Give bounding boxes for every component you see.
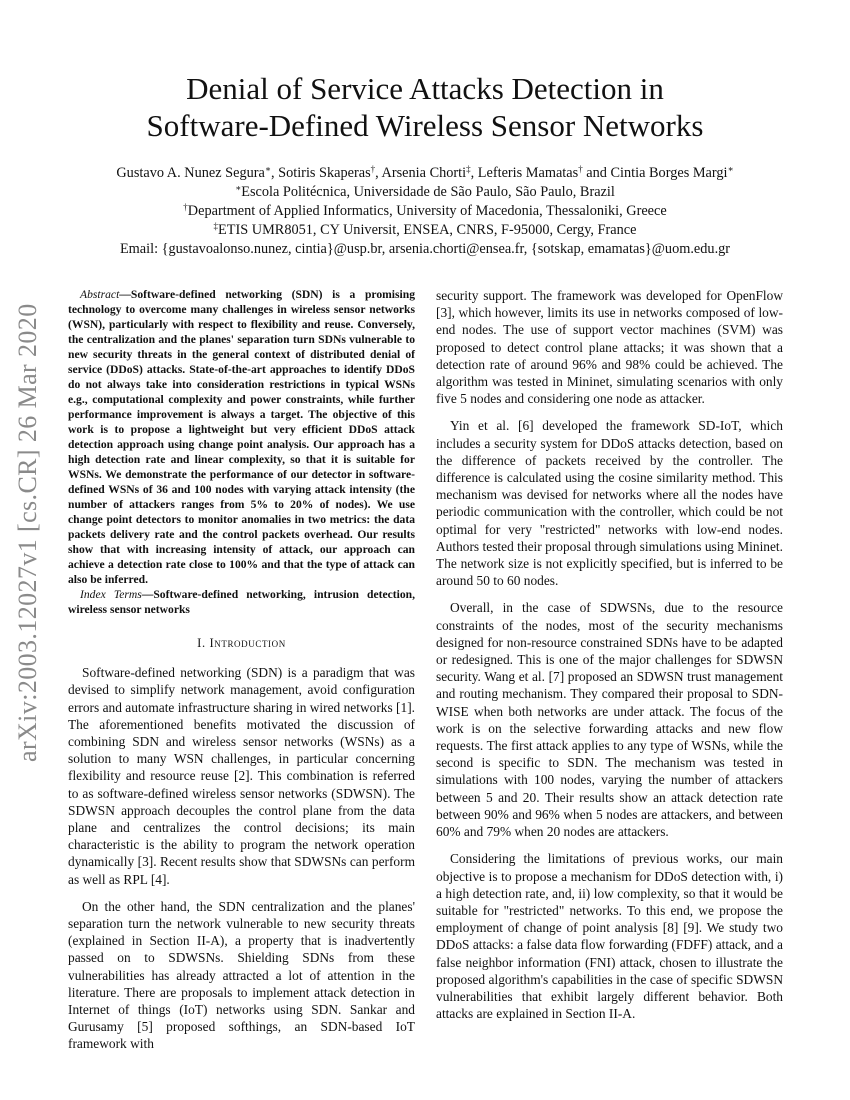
author-name: and Cintia Borges Margi [582, 165, 728, 181]
index-terms-lead: Index Terms [80, 588, 142, 601]
affiliation-text: ETIS UMR8051, CY Universit, ENSEA, CNRS, F-95000, Cergy, France [218, 222, 637, 238]
title-line-1: Denial of Service Attacks Detection in [186, 71, 664, 106]
author-name: , Sotiris Skaperas [270, 165, 371, 181]
author-mark: † [578, 164, 583, 174]
arxiv-stamp-text: arXiv:2003.12027v1 [cs.CR] 26 Mar 2020 [13, 303, 42, 762]
affiliation-1 [0, 183, 850, 202]
index-terms [68, 587, 415, 617]
paragraph: Software-defined networking (SDN) is a paradigm that was devised to simplify network management, avoid configuration errors and automate infrastructure sharing in wired networks [1]. The aforementioned benefits motivated the discussion of combining SDN and wireless sensor networks (WSNs) as a solution to many WSN challenges, in particular concerning flexibility and resource reuse [2]. This combination is referred to as software-defined wireless sensor networks (SDWSN). The SDWSN approach decouples the control plane from the data plane and centralizes the control decisions; its main characteristic is the ability to program the network operation dynamically [3]. Recent results show that SDWSNs can perform as well as RPL [4]. [68, 665, 415, 887]
author-name: Gustavo A. Nunez Segura [116, 165, 265, 181]
paper-title [0, 70, 850, 144]
paragraph: Yin et al. [6] developed the framework SD-IoT, which includes a security system for DDoS attacks detection, based on the difference of packets received by the controller. The difference is calculated using the cosine similarity method. This mechanism was devised for networks where all the nodes have periodic communication with the controller, which could be not optimal for very "restricted" networks with low-end nodes. Authors tested their proposal through simulations using Mininet. The network size is not explicitly specified, but is inferred to be around 50 to 60 nodes. [436, 418, 783, 589]
affiliation-mark: † [183, 202, 188, 212]
author-names [0, 164, 850, 183]
affiliation-text: Escola Politécnica, Universidade de São Paulo, São Paulo, Brazil [241, 184, 615, 200]
abstract-text: —Software-defined networking (SDN) is a promising technology to overcome many challenges in wireless sensor networks (WSN), particularly with respect to flexibility and reuse. Conversely, the centralization and the planes' separation turn SDNs vulnerable to new security threats in the general context of distributed denial of service (DDoS) attacks. State-of-the-art approaches to identify DDoS do not always take into consideration restrictions in typical WSNs e.g., computational complexity and power constraints, while further performance improvement is always a target. The objective of this work is to propose a lightweight but very efficient DDoS attack detection approach using change point analysis. Our approach has a high detection rate and linear complexity, so that it is suitable for WSNs. We demonstrate the performance of our detector in software-defined WSNs of 36 and 100 nodes with varying attack intensity (the number of attackers ranges from 5% to 20% of nodes). We use change point detectors to monitor anomalies in two metrics: the data packets delivery rate and the control packets overhead. Our results show that with increasing intensity of attack, our approach can achieve a detection rate close to 100% and that the type of attack can also be inferred. [68, 288, 415, 586]
author-name: , Lefteris Mamatas [470, 165, 579, 181]
email-line: Email: {gustavoalonso.nunez, cintia}@usp.br, arsenia.chorti@ensea.fr, {sotskap, emamatas}@uom.edu.gr [119, 241, 731, 257]
left-column [68, 287, 415, 1053]
affiliation-mark: ‡ [213, 221, 219, 231]
abstract-lead: Abstract [80, 288, 120, 301]
affiliation-2 [0, 202, 850, 221]
paragraph: On the other hand, the SDN centralization and the planes' separation turn the network vulnerable to new security threats (explained in Section II-A), a property that is inadvertently passed on to SDWSNs. Shielding SDNs from these vulnerabilities has already attracted a lot of attention in the literature. There are proposals to implement attack detection in Internet of things (IoT) networks using SDN. Sankar and Gurusamy [5] proposed softhings, an SDN-based IoT framework with [68, 898, 415, 1052]
author-name: , Arsenia Chorti [375, 165, 467, 181]
affiliation-text: Department of Applied Informatics, University of Macedonia, Thessaloniki, Greece [187, 203, 667, 219]
title-line-2: Software-Defined Wireless Sensor Networks [146, 108, 704, 143]
index-terms-text: —Software-defined networking, intrusion detection, wireless sensor networks [68, 588, 415, 616]
author-mark: † [370, 164, 376, 174]
paragraph: security support. The framework was developed for OpenFlow [3], which however, limits its use in networks composed of low-end nodes. The use of support vector machines (SVM) was proposed to detect control plane attacks; it was shown that a detection rate of around 96% and 98% could be achieved. The algorithm was tested in Mininet, simulating scenarios with only five 5 nodes and considering one node as attacker. [436, 288, 783, 407]
paragraph: Considering the limitations of previous works, our main objective is to propose a mechanism for DDoS detection with, i) a high detection rate, and, ii) low complexity, so that it would be suitable for "restricted" networks. To this end, we propose the employment of change of point analysis [8] [9]. We study two DDoS attacks: a false data flow forwarding (FDFF) attack, and a false neighbor information (FNI) attack, chosen to illustrate the proposed algorithm's capabilities in the case of specific SDWSN vulnerabilities that exhibit largely different behavior. Both attacks are explained in Section II-A. [436, 851, 783, 1022]
affiliation-mark: ∗ [235, 183, 242, 193]
right-column [436, 287, 783, 1022]
author-mark: ∗ [727, 164, 734, 174]
arxiv-stamp [8, 262, 48, 762]
author-mark: ∗ [264, 164, 271, 174]
section-heading-introduction: I. Introduction [197, 636, 286, 650]
author-mark: ‡ [466, 164, 471, 174]
paragraph: Overall, in the case of SDWSNs, due to the resource constraints of the nodes, most of the security mechanisms designed for non-resource constrained SDNs have to be adapted or redesigned. This is one of the major challenges for SDWSN security. Wang et al. [7] proposed an SDWSN trust management and routing mechanism. They compared their proposal to SDN-WISE when both networks are under attack. The focus of the work is on the selective forwarding attacks and new flow requests. The first attack applies to any type of WSNs, while the second is specific to SDN. The mechanism was tested in simulations with 100 nodes, varying the number of attackers between 5 and 20. Their results show an attack detection rate between 90% and 96% when 5 nodes are attackers, and between 60% and 79% when 20 nodes are attackers. [436, 600, 783, 840]
abstract [68, 287, 415, 587]
author-block [0, 164, 850, 259]
affiliation-3 [0, 221, 850, 240]
